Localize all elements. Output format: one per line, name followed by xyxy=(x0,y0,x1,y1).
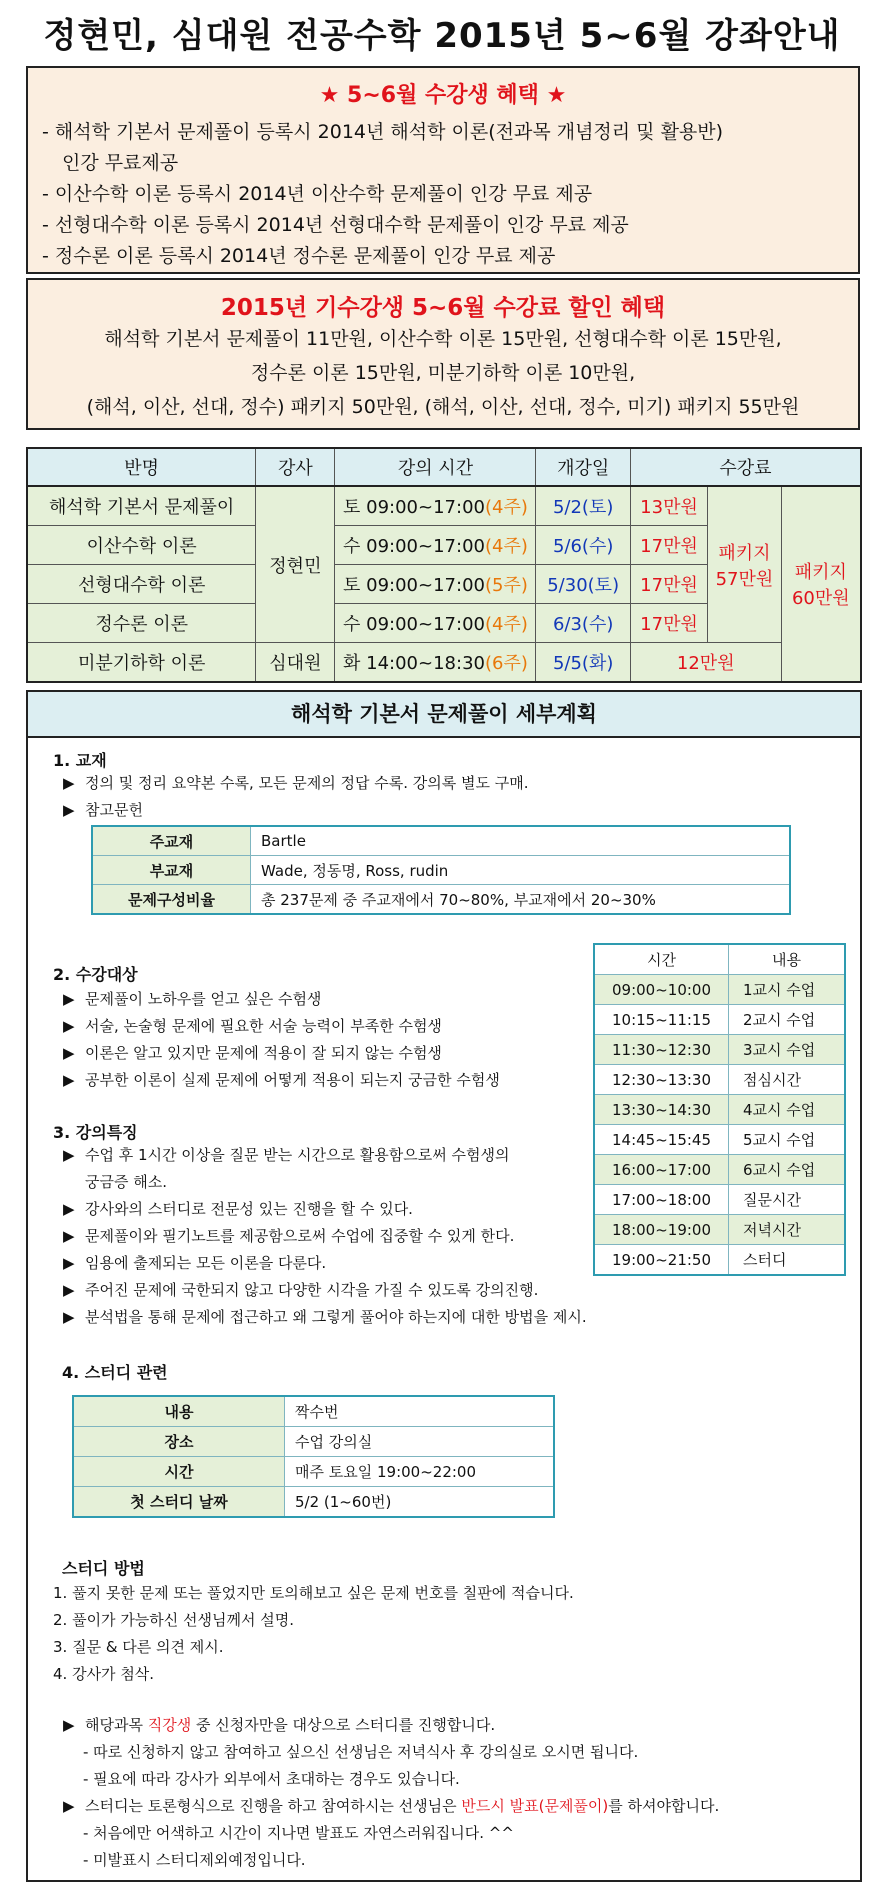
reference-table xyxy=(91,825,791,915)
course-table xyxy=(26,447,862,683)
triangle-icon: ▶ xyxy=(63,1281,75,1299)
benefit-item: - 정수론 이론 등록시 2014년 정수론 문제풀이 인강 무료 제공 xyxy=(42,245,556,267)
table-row: 11:30~12:30 3교시 수업 xyxy=(594,1035,845,1065)
col-header: 내용 xyxy=(729,944,845,975)
course-name: 해석학 기본서 문제풀이 xyxy=(27,486,256,526)
table-row: 시간 매주 토요일 19:00~22:00 xyxy=(73,1457,554,1487)
triangle-icon: ▶ xyxy=(63,1146,75,1164)
col-header: 개강일 xyxy=(536,448,630,486)
list-item: ▶ 강사와의 스터디로 전문성 있는 진행을 할 수 있다. xyxy=(63,1196,623,1223)
list-item: ▶ 문제풀이와 필기노트를 제공함으로써 수업에 집중할 수 있게 한다. xyxy=(63,1223,623,1250)
list-item: - 미발표시 스터디제외예정입니다. xyxy=(83,1851,306,1869)
course-start: 6/3(수) xyxy=(536,604,630,643)
method-list xyxy=(53,1580,574,1688)
course-start: 5/6(수) xyxy=(536,526,630,565)
study-table xyxy=(72,1395,555,1518)
benefit-item: - 이산수학 이론 등록시 2014년 이산수학 문제풀이 인강 무료 제공 xyxy=(42,183,593,205)
list-item: ▶ 해당과목 직강생 중 신청자만을 대상으로 스터디를 진행합니다. xyxy=(63,1712,719,1739)
table-row: 문제구성비율 총 237문제 중 주교재에서 70~80%, 부교재에서 20~30% xyxy=(92,885,790,915)
col-header: 강사 xyxy=(256,448,335,486)
course-name: 정수론 이론 xyxy=(27,604,256,643)
teacher-name: 정현민 xyxy=(256,486,335,643)
table-row: 16:00~17:00 6교시 수업 xyxy=(594,1155,845,1185)
discount-line: 정수론 이론 15만원, 미분기하학 이론 10만원, xyxy=(250,362,636,384)
benefits-box xyxy=(26,66,860,274)
list-item: 4. 강사가 첨삭. xyxy=(53,1665,155,1683)
package-fee: 패키지 60만원 xyxy=(781,486,861,682)
bullet-list xyxy=(63,1142,623,1331)
table-row: 12:30~13:30 점심시간 xyxy=(594,1065,845,1095)
triangle-icon: ▶ xyxy=(63,1797,75,1815)
list-item: ▶ 분석법을 통해 문제에 접근하고 왜 그렇게 풀어야 하는지에 대한 방법을 제시. xyxy=(63,1304,623,1331)
list-item: ▶ 정의 및 정리 요약본 수록, 모든 문제의 정답 수록. 강의록 별도 구매. xyxy=(63,770,529,797)
table-row: 17:00~18:00 질문시간 xyxy=(594,1185,845,1215)
benefit-item: - 해석학 기본서 문제풀이 등록시 2014년 해석학 이론(전과목 개념정리 및 활용반) xyxy=(42,121,724,143)
list-item: ▶ 서술, 논술형 문제에 필요한 서술 능력이 부족한 수험생 xyxy=(63,1013,500,1040)
triangle-icon: ▶ xyxy=(63,1044,75,1062)
course-name: 이산수학 이론 xyxy=(27,526,256,565)
bullet-list xyxy=(63,770,529,824)
bullet-list xyxy=(63,986,500,1094)
discount-line: 해석학 기본서 문제풀이 11만원, 이산수학 이론 15만원, 선형대수학 이론 15만원, xyxy=(104,328,782,350)
list-item: ▶ 수업 후 1시간 이상을 질문 받는 시간으로 활용함으로써 수험생의 xyxy=(63,1142,623,1169)
table-row: 19:00~21:50 스터디 xyxy=(594,1245,845,1276)
table-row: 주교재 Bartle xyxy=(92,826,790,856)
list-item: 3. 질문 & 다른 의견 제시. xyxy=(53,1638,224,1656)
plan-box xyxy=(26,690,862,1882)
list-item: 2. 풀이가 가능하신 선생님께서 설명. xyxy=(53,1611,295,1629)
list-item: 1. 풀지 못한 문제 또는 풀었지만 토의해보고 싶은 문제 번호를 칠판에 적습니다. xyxy=(53,1584,574,1602)
list-item: - 따로 신청하지 않고 참여하고 싶으신 선생님은 저녁식사 후 강의실로 오시면 됩니다. xyxy=(83,1743,639,1761)
list-item: - 필요에 따라 강사가 외부에서 초대하는 경우도 있습니다. xyxy=(83,1770,460,1788)
triangle-icon: ▶ xyxy=(63,774,75,792)
list-item: ▶ 스터디는 토론형식으로 진행을 하고 참여하시는 선생님은 반드시 발표(문제풀이)를 하셔야합니다. xyxy=(63,1793,719,1820)
list-item: ▶ 공부한 이론이 실제 문제에 어떻게 적용이 되는지 궁금한 수험생 xyxy=(63,1067,500,1094)
benefits-heading: ★ 5~6월 수강생 혜택 ★ xyxy=(319,83,567,108)
col-header: 반명 xyxy=(27,448,256,486)
course-time: 수 09:00~17:00(4주) xyxy=(335,604,536,643)
triangle-icon: ▶ xyxy=(63,801,75,819)
list-item: - 처음에만 어색하고 시간이 지나면 발표도 자연스러워집니다. ^^ xyxy=(83,1824,514,1842)
table-row: 장소 수업 강의실 xyxy=(73,1427,554,1457)
course-time: 토 09:00~17:00(4주) xyxy=(335,486,536,526)
course-time: 화 14:00~18:30(6주) xyxy=(335,643,536,683)
benefit-item: - 선형대수학 이론 등록시 2014년 선형대수학 문제풀이 인강 무료 제공 xyxy=(42,214,629,236)
course-start: 5/30(토) xyxy=(536,565,630,604)
table-row: 09:00~10:00 1교시 수업 xyxy=(594,975,845,1005)
plan-heading: 해석학 기본서 문제풀이 세부계획 xyxy=(28,692,860,738)
course-time: 수 09:00~17:00(4주) xyxy=(335,526,536,565)
course-time: 토 09:00~17:00(5주) xyxy=(335,565,536,604)
benefit-item: 인강 무료제공 xyxy=(62,152,179,174)
table-row xyxy=(27,643,861,683)
table-row: 10:15~11:15 2교시 수업 xyxy=(594,1005,845,1035)
discount-box xyxy=(26,278,860,430)
table-row xyxy=(27,486,861,526)
course-fee: 12만원 xyxy=(630,643,781,683)
list-item: 궁금증 해소. xyxy=(85,1173,167,1191)
method-title: 스터디 방법 xyxy=(62,1559,145,1578)
course-start: 5/2(토) xyxy=(536,486,630,526)
package-fee: 패키지 57만원 xyxy=(708,486,781,643)
col-header: 시간 xyxy=(594,944,729,975)
list-item: ▶ 이론은 알고 있지만 문제에 적용이 잘 되지 않는 수험생 xyxy=(63,1040,500,1067)
course-fee: 13만원 xyxy=(630,486,707,526)
course-fee: 17만원 xyxy=(630,604,707,643)
triangle-icon: ▶ xyxy=(63,1254,75,1272)
table-row: 18:00~19:00 저녁시간 xyxy=(594,1215,845,1245)
section-title: 3. 강의특징 xyxy=(53,1123,138,1142)
triangle-icon: ▶ xyxy=(63,1071,75,1089)
table-row: 13:30~14:30 4교시 수업 xyxy=(594,1095,845,1125)
teacher-name: 심대원 xyxy=(256,643,335,683)
table-row: 첫 스터디 날짜 5/2 (1~60번) xyxy=(73,1487,554,1518)
table-row: 14:45~15:45 5교시 수업 xyxy=(594,1125,845,1155)
section-title: 2. 수강대상 xyxy=(53,965,138,984)
triangle-icon: ▶ xyxy=(63,1200,75,1218)
course-name: 선형대수학 이론 xyxy=(27,565,256,604)
table-row: 부교재 Wade, 정동명, Ross, rudin xyxy=(92,856,790,885)
page-title: 정현민, 심대원 전공수학 2015년 5~6월 강좌안내 xyxy=(43,16,841,56)
discount-heading: 2015년 기수강생 5~6월 수강료 할인 혜택 xyxy=(220,295,666,321)
col-header: 강의 시간 xyxy=(335,448,536,486)
triangle-icon: ▶ xyxy=(63,1227,75,1245)
section-title: 4. 스터디 관련 xyxy=(62,1363,168,1382)
col-header: 수강료 xyxy=(630,448,861,486)
notes-list xyxy=(63,1712,719,1874)
triangle-icon: ▶ xyxy=(63,1716,75,1734)
list-item: ▶ 참고문헌 xyxy=(63,797,529,824)
list-item: ▶ 문제풀이 노하우를 얻고 싶은 수험생 xyxy=(63,986,500,1013)
schedule-table xyxy=(593,943,846,1276)
triangle-icon: ▶ xyxy=(63,1017,75,1035)
discount-line: (해석, 이산, 선대, 정수) 패키지 50만원, (해석, 이산, 선대, 정수, 미기) 패키지 55만원 xyxy=(86,396,800,418)
table-row: 내용 짝수번 xyxy=(73,1396,554,1427)
course-fee: 17만원 xyxy=(630,526,707,565)
list-item: ▶ 임용에 출제되는 모든 이론을 다룬다. xyxy=(63,1250,623,1277)
list-item: ▶ 주어진 문제에 국한되지 않고 다양한 시각을 가질 수 있도록 강의진행. xyxy=(63,1277,623,1304)
triangle-icon: ▶ xyxy=(63,990,75,1008)
course-name: 미분기하학 이론 xyxy=(27,643,256,683)
course-start: 5/5(화) xyxy=(536,643,630,683)
triangle-icon: ▶ xyxy=(63,1308,75,1326)
section-title: 1. 교재 xyxy=(53,751,107,770)
course-fee: 17만원 xyxy=(630,565,707,604)
